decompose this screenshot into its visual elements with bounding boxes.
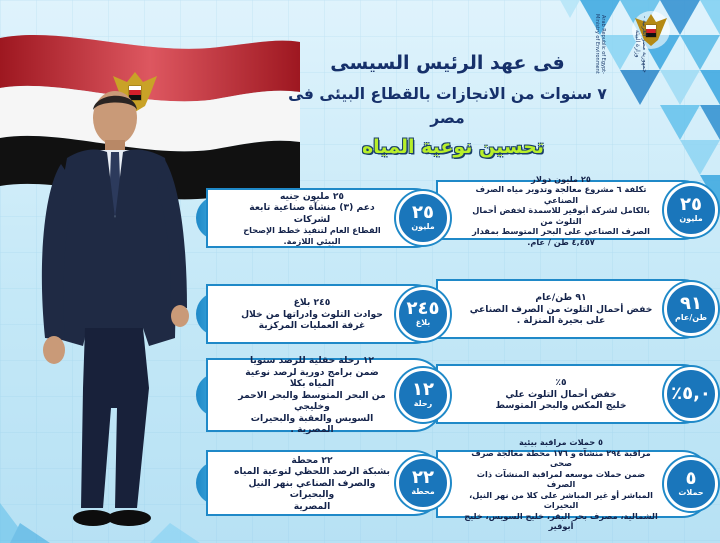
ministry-name-english: Arab Republic of Egypt-Ministry of Environment xyxy=(594,14,606,74)
stat-number: ٥,٠٪ xyxy=(671,383,711,404)
page-title: فى عهد الرئيس السيسى xyxy=(330,52,565,74)
card-line: ٩١ طن/عام xyxy=(535,292,587,304)
card-line: ٥٪ xyxy=(555,377,567,389)
stat-card-2 xyxy=(206,188,444,248)
stat-unit: طن/عام xyxy=(675,313,707,322)
card-line: بشبكة الرصد اللحظي لنوعية المياه xyxy=(234,466,390,478)
card-line: خليج المكس والبحر المتوسط xyxy=(495,400,627,412)
card-line: ٢٤٥ بلاغ xyxy=(293,297,331,309)
card-line: ١٢ رحلة حقلية للرصد سنويا xyxy=(249,355,375,367)
stat-card-5 xyxy=(436,364,712,424)
card-line: ٢٥ مليون جنيه xyxy=(279,190,345,202)
card-line: المصرية xyxy=(293,500,331,512)
stat-badge xyxy=(396,456,450,510)
stat-badge xyxy=(664,282,718,336)
card-line: ٥ حملات مراقبة بيئية xyxy=(518,437,604,448)
card-line: حوادث التلوث وادراتها من خلال xyxy=(241,308,383,320)
card-line: مراقبة ٢٩٤ منشآة و ١٧٦ محطة معالجة صرف صحى xyxy=(471,447,651,469)
page-title-line2: ٧ سنوات من الانجازات بالقطاع البيئى فى مصر xyxy=(288,85,607,127)
stat-badge xyxy=(664,367,718,421)
ministry-name-arabic: جمهورية مصر العربية - وزارة البيئة xyxy=(634,15,648,73)
stat-card-7 xyxy=(436,437,712,532)
card-line: السويس والعقبة والبحيرات المصرية . xyxy=(250,412,374,436)
section-subtitle: تحسين نوعية المياه xyxy=(361,136,545,158)
stat-card-3 xyxy=(436,279,712,339)
stat-unit: مليون xyxy=(679,214,703,223)
stat-badge xyxy=(396,368,450,422)
stat-card-1 xyxy=(436,173,712,247)
card-line: بالكامل لشركة أبوقير للاسمدة لخفض أحمال التلوث من xyxy=(472,205,650,226)
card-line: غرفة العمليات المركزية xyxy=(258,320,366,332)
stat-number: ٢٢ xyxy=(412,467,434,488)
stat-number: ٢٥ xyxy=(412,202,434,223)
stat-badge xyxy=(664,457,718,511)
card-line: القطاع العام لتنفيذ خطط الإصحاح البيئي اللازمة. xyxy=(243,225,381,246)
card-line: المباشر أو غير المباشر على كلا من نهر النيل، البحيرات xyxy=(469,489,653,511)
stat-unit: رحلة xyxy=(413,399,433,408)
card-line: ٢٢ محطة xyxy=(291,454,333,466)
stat-card-4 xyxy=(206,284,444,344)
card-line: خفض أحمال التلوث علي xyxy=(505,388,617,400)
stat-unit: محطة xyxy=(411,487,435,496)
stat-number: ٢٤٥ xyxy=(406,298,440,319)
stat-badge xyxy=(664,183,718,237)
stat-number: ٥ xyxy=(685,468,697,489)
card-line: من البحر المتوسط والبحر الاحمر وخليجي xyxy=(238,389,386,413)
header xyxy=(270,50,625,130)
stat-unit: بلاغ xyxy=(415,318,431,327)
card-line: والصرف الصناعي بنهر النيل والبحيرات xyxy=(248,477,376,501)
card-line: تكلفة ٦ مشروع معالجة وتدوير مياه الصرف الصناعي xyxy=(475,184,647,205)
stat-card-6 xyxy=(206,355,444,436)
card-line: ضمن حملات موسعه لمراقبة المنشآت ذات الصرف xyxy=(476,468,646,490)
stat-unit: حملات xyxy=(678,488,704,497)
stat-number: ١٢ xyxy=(412,379,434,400)
president-photo xyxy=(25,88,200,538)
stat-card-8 xyxy=(206,450,444,516)
card-line: الصرف الصناعي على البحر المتوسط بمقدار ٤,٤٥٧ طن / عام. xyxy=(472,226,650,247)
stat-badge xyxy=(396,287,450,341)
stat-number: ٩١ xyxy=(680,293,702,314)
card-line: الشمالية، مصرف بحر البقر، خليج السويس، خليج أبوقير xyxy=(464,510,658,532)
card-line: خفض أحمال التلوث من الصرف الصناعي xyxy=(469,303,653,315)
stat-badge xyxy=(396,191,450,245)
card-line: على بحيرة المنزلة . xyxy=(516,315,606,327)
card-line: ضمن برامج دورية لرصد نوعية المياه بكلا xyxy=(245,366,379,390)
card-line: دعم (٣) منشآة صناعية تابعة لشركات xyxy=(249,202,375,225)
section-heading xyxy=(338,136,568,158)
stat-unit: مليون xyxy=(411,222,435,231)
card-line: ٢٥ مليون دولار xyxy=(531,173,591,184)
stat-number: ٢٥ xyxy=(680,194,702,215)
